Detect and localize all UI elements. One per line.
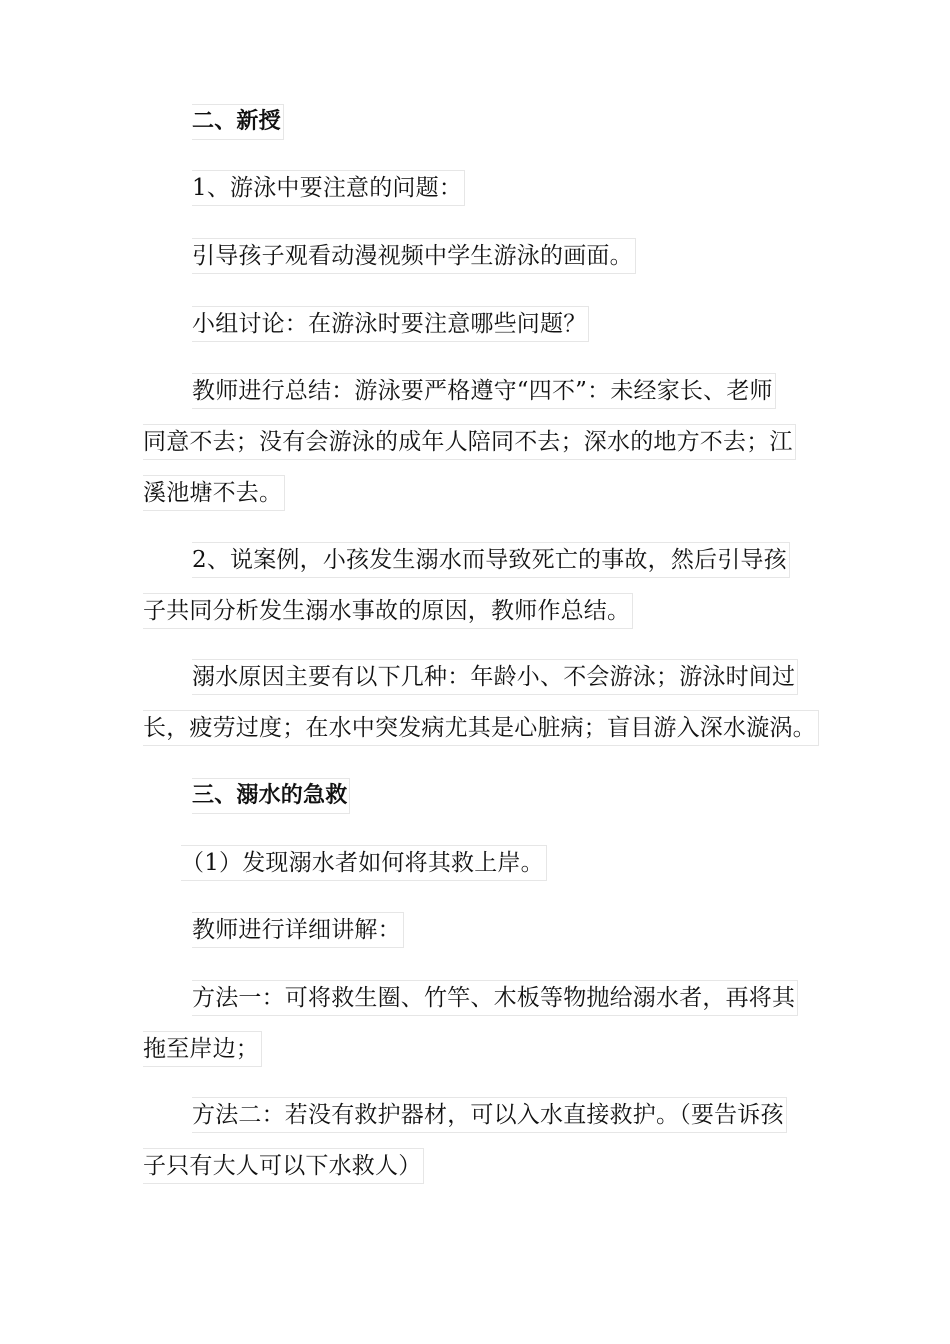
paragraph-line: 2、说案例，小孩发生溺水而导致死亡的事故，然后引导孩 (192, 542, 790, 578)
paragraph-text: 引导孩子观看动漫视频中学生游泳的画面。 (192, 238, 636, 274)
paragraph-text: 教师进行详细讲解： (192, 912, 404, 948)
paragraph-line: 长，疲劳过度；在水中突发病尤其是心脏病；盲目游入深水漩涡。 (143, 710, 819, 746)
paragraph-line: 同意不去；没有会游泳的成年人陪同不去；深水的地方不去；江 (143, 424, 796, 460)
paragraph-line: 方法二：若没有救护器材，可以入水直接救护。（要告诉孩 (192, 1097, 787, 1133)
paragraph-case (143, 535, 815, 637)
paragraph-method2 (143, 1090, 815, 1192)
paragraph-line: 拖至岸边； (143, 1031, 262, 1067)
paragraph-line: 子共同分析发生溺水事故的原因，教师作总结。 (143, 593, 633, 629)
paragraph-text: 小组讨论：在游泳时要注意哪些问题？ (192, 306, 589, 342)
paragraph-line: 教师进行总结：游泳要严格遵守“四不”：未经家长、老师 (192, 373, 776, 409)
paragraph-discussion (143, 299, 815, 350)
paragraph-method1 (143, 973, 815, 1075)
paragraph-line: 方法一：可将救生圈、竹竿、木板等物抛给溺水者，再将其 (192, 980, 798, 1016)
paragraph-item1-title (143, 163, 815, 214)
paragraph-sub1 (143, 838, 815, 889)
section-heading-new-lesson (143, 96, 815, 147)
section-heading-rescue (143, 770, 815, 821)
paragraph-summary (143, 366, 815, 519)
paragraph-line: 溺水原因主要有以下几种：年龄小、不会游泳；游泳时间过 (192, 659, 798, 695)
paragraph-line: 子只有大人可以下水救人） (143, 1148, 424, 1184)
paragraph-text: 1、游泳中要注意的问题： (192, 170, 465, 206)
heading-text: 二、新授 (192, 104, 284, 140)
paragraph-text: （1）发现溺水者如何将其救上岸。 (181, 845, 547, 881)
paragraph-explain (143, 905, 815, 956)
paragraph-line: 溪池塘不去。 (143, 475, 285, 511)
paragraph-video (143, 231, 815, 282)
heading-text: 三、溺水的急救 (192, 778, 350, 814)
paragraph-reasons (143, 652, 815, 754)
